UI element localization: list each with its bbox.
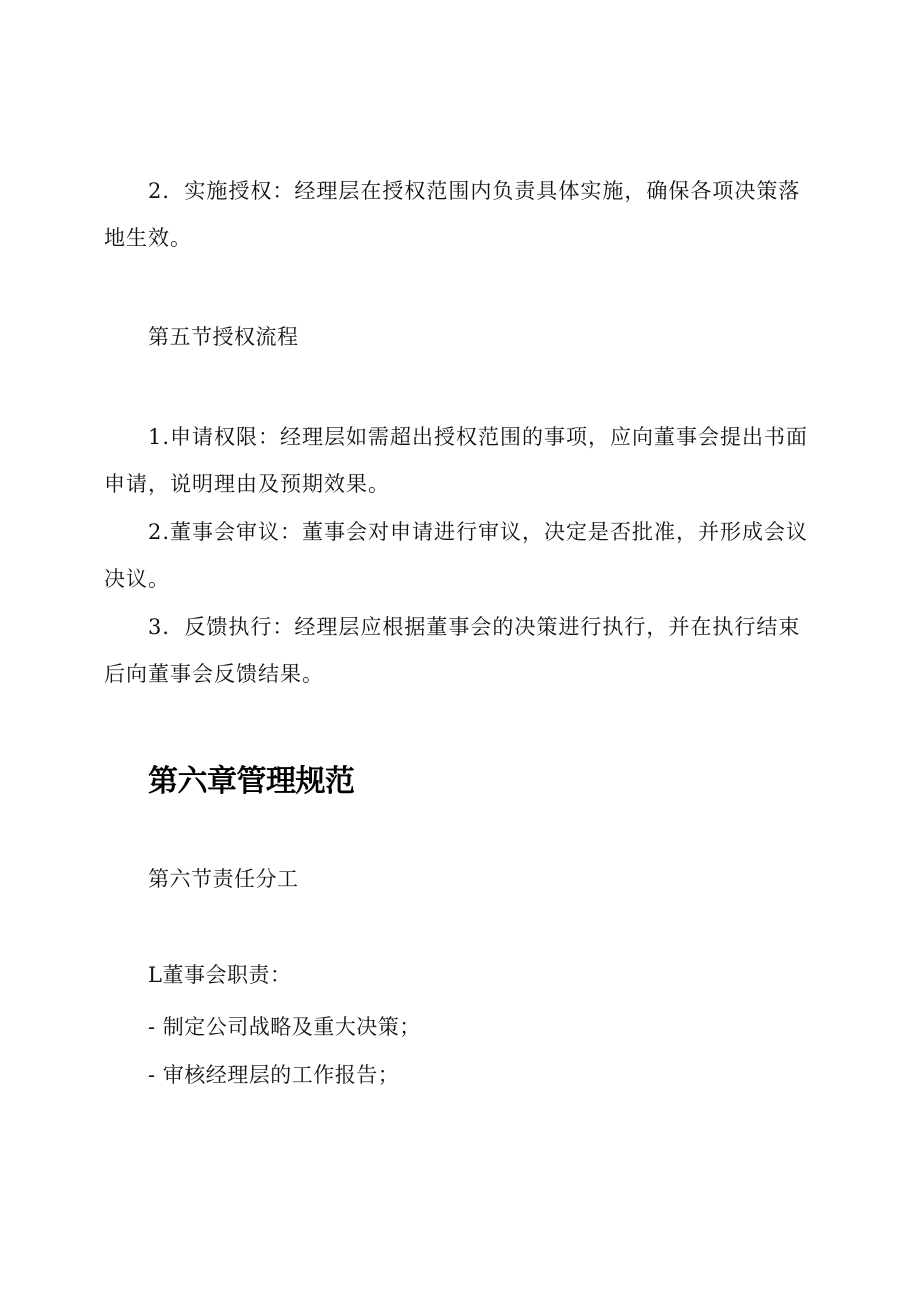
paragraph-board-review: 2.董事会审议：董事会对申请进行审议，决定是否批准，并形成会议决议。 bbox=[104, 520, 809, 591]
chapter-heading-management-rules: 第六章管理规范 bbox=[148, 764, 355, 799]
paragraph-implement-authorization: 2．实施授权：经理层在授权范围内负责具体实施，确保各项决策落地生效。 bbox=[104, 179, 801, 250]
list-heading-board-duties: L董事会职责： bbox=[148, 963, 292, 987]
list-item-strategy: - 制定公司战略及重大决策； bbox=[148, 1015, 421, 1039]
paragraph-feedback-execution: 3．反馈执行：经理层应根据董事会的决策进行执行，并在执行结束后向董事会反馈结果。 bbox=[104, 615, 801, 686]
paragraph-apply-authority: 1.申请权限：经理层如需超出授权范围的事项，应向董事会提出书面申请，说明理由及预期效果。 bbox=[104, 425, 809, 496]
section-heading-responsibility-division: 第六节责任分工 bbox=[148, 867, 299, 891]
list-item-review-reports: - 审核经理层的工作报告； bbox=[148, 1063, 400, 1087]
section-heading-authorization-process: 第五节授权流程 bbox=[148, 325, 299, 349]
